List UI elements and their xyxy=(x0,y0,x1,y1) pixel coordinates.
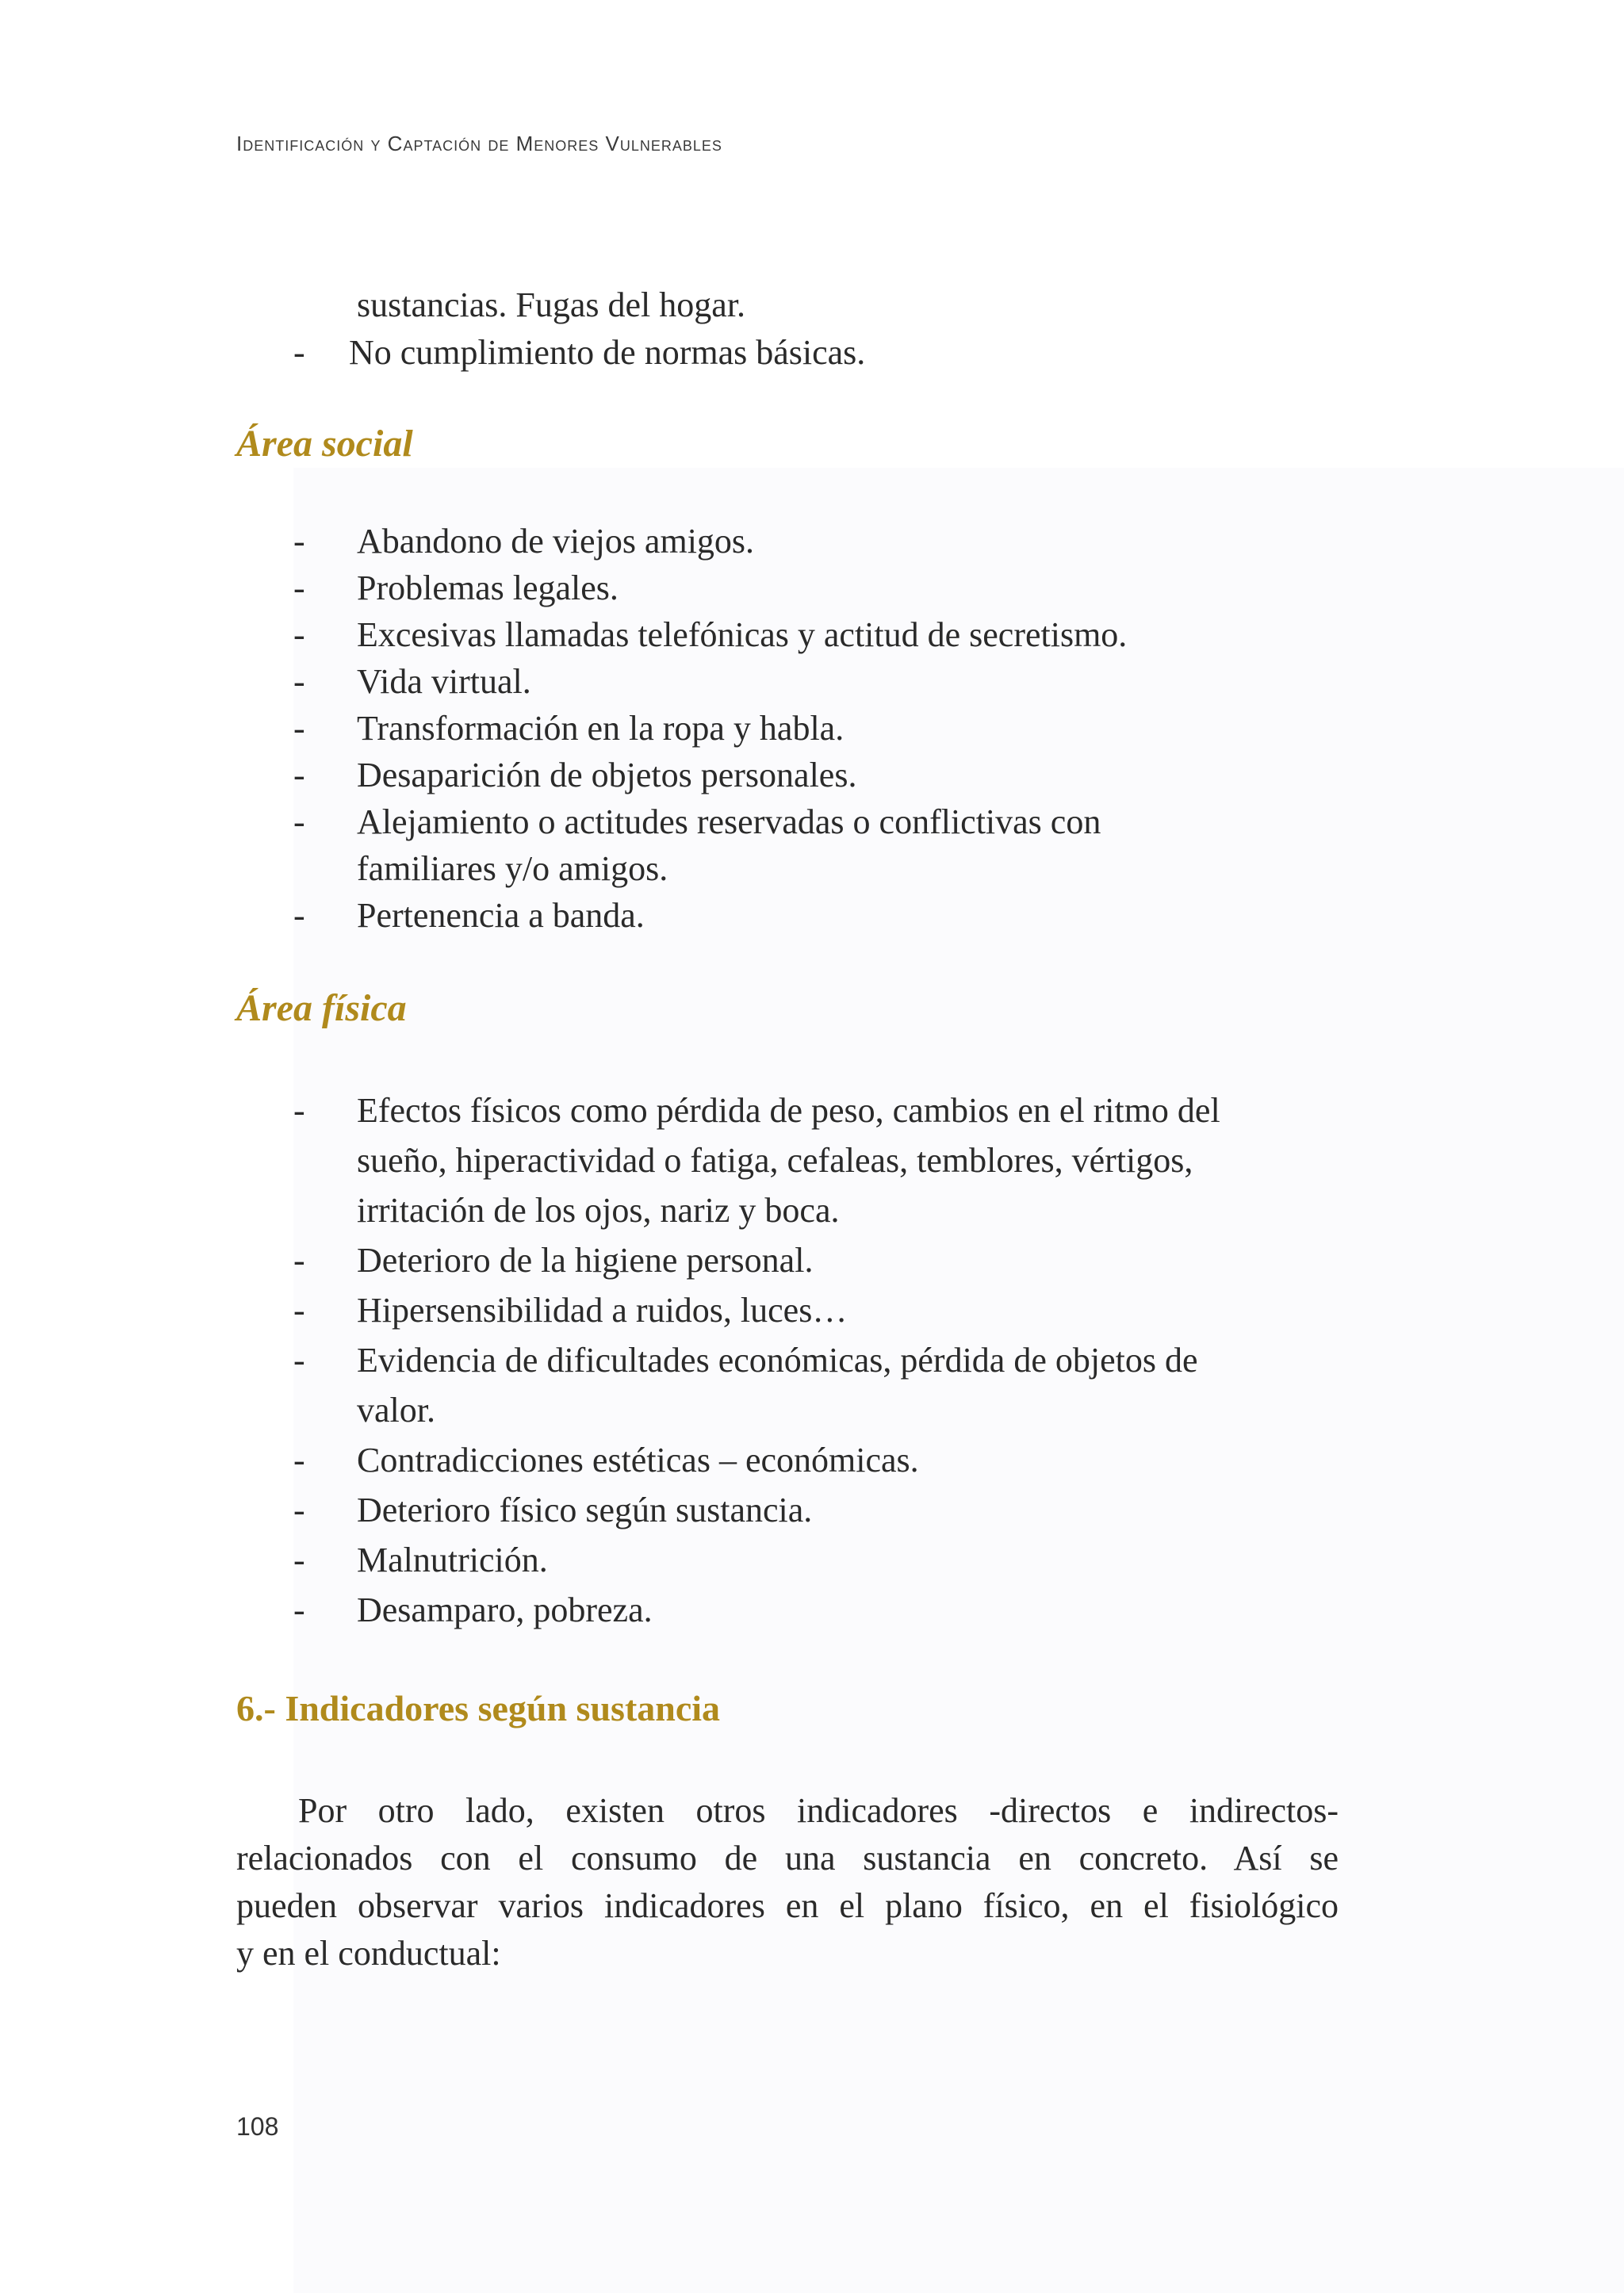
page-number: 108 xyxy=(236,2112,279,2141)
area-fisica-heading: Área física xyxy=(236,987,407,1029)
area-social-heading: Área social xyxy=(236,423,413,465)
running-header: Identificación y Captación de Menores Vulnerables xyxy=(236,132,722,155)
section-6-heading: 6.- Indicadores según sustancia xyxy=(236,1688,721,1728)
section-6-paragraph: Por otro lado, existen otros indicadores -directos e indirectos- relacionados con el consumo de una sustancia en concreto. Así se pueden observar varios indicadores en el plano físico, en el fisiológico y en el conductual: xyxy=(236,1791,1339,1973)
